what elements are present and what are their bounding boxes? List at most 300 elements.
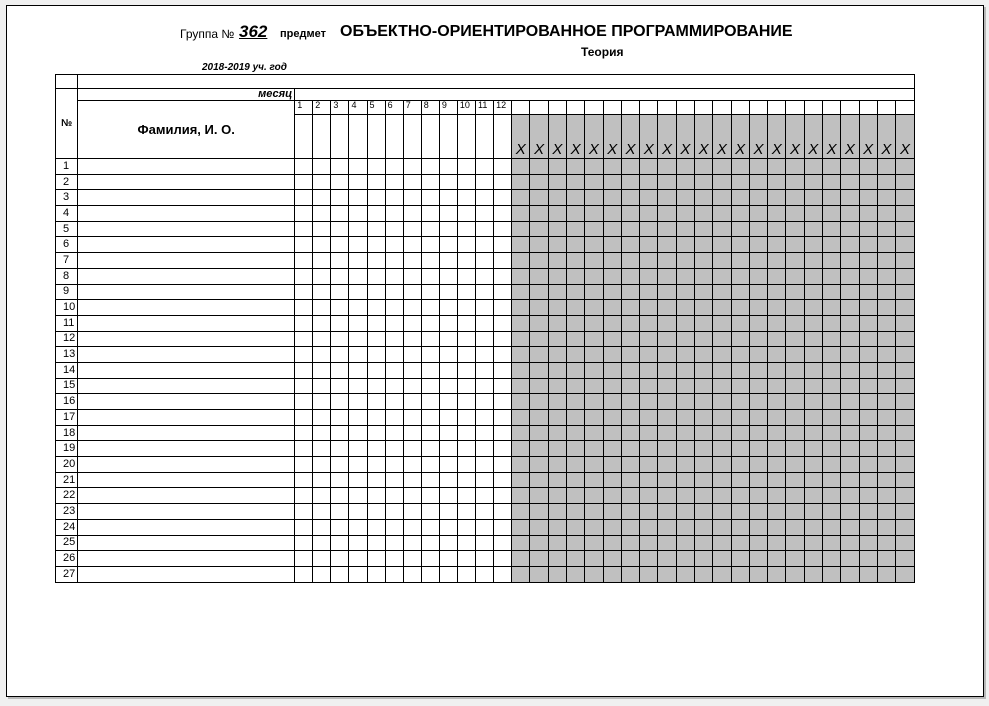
mark-cell[interactable] bbox=[476, 253, 494, 269]
mark-cell[interactable] bbox=[349, 206, 367, 222]
mark-cell[interactable] bbox=[476, 190, 494, 206]
mark-cell[interactable] bbox=[457, 253, 475, 269]
mark-cell[interactable] bbox=[367, 566, 385, 582]
student-name-cell[interactable] bbox=[78, 362, 295, 378]
mark-cell[interactable] bbox=[403, 315, 421, 331]
mark-cell[interactable] bbox=[494, 566, 512, 582]
mark-cell[interactable] bbox=[403, 237, 421, 253]
mark-cell[interactable] bbox=[331, 315, 349, 331]
mark-cell[interactable] bbox=[313, 457, 331, 473]
mark-cell[interactable] bbox=[331, 253, 349, 269]
mark-cell[interactable] bbox=[421, 378, 439, 394]
mark-cell[interactable] bbox=[494, 488, 512, 504]
mark-cell[interactable] bbox=[421, 535, 439, 551]
mark-cell[interactable] bbox=[331, 488, 349, 504]
date-entry-cell[interactable] bbox=[367, 115, 385, 159]
mark-cell[interactable] bbox=[385, 237, 403, 253]
mark-cell[interactable] bbox=[439, 362, 457, 378]
mark-cell[interactable] bbox=[403, 284, 421, 300]
mark-cell[interactable] bbox=[421, 410, 439, 426]
mark-cell[interactable] bbox=[476, 206, 494, 222]
mark-cell[interactable] bbox=[476, 378, 494, 394]
mark-cell[interactable] bbox=[349, 221, 367, 237]
mark-cell[interactable] bbox=[349, 535, 367, 551]
mark-cell[interactable] bbox=[385, 472, 403, 488]
mark-cell[interactable] bbox=[295, 174, 313, 190]
mark-cell[interactable] bbox=[385, 551, 403, 567]
mark-cell[interactable] bbox=[457, 441, 475, 457]
mark-cell[interactable] bbox=[367, 315, 385, 331]
mark-cell[interactable] bbox=[421, 347, 439, 363]
mark-cell[interactable] bbox=[313, 566, 331, 582]
student-name-cell[interactable] bbox=[78, 394, 295, 410]
mark-cell[interactable] bbox=[403, 378, 421, 394]
mark-cell[interactable] bbox=[313, 284, 331, 300]
mark-cell[interactable] bbox=[331, 457, 349, 473]
mark-cell[interactable] bbox=[403, 268, 421, 284]
mark-cell[interactable] bbox=[457, 472, 475, 488]
mark-cell[interactable] bbox=[331, 425, 349, 441]
mark-cell[interactable] bbox=[313, 206, 331, 222]
mark-cell[interactable] bbox=[313, 221, 331, 237]
student-name-cell[interactable] bbox=[78, 551, 295, 567]
mark-cell[interactable] bbox=[439, 159, 457, 175]
mark-cell[interactable] bbox=[403, 206, 421, 222]
mark-cell[interactable] bbox=[367, 535, 385, 551]
mark-cell[interactable] bbox=[313, 190, 331, 206]
mark-cell[interactable] bbox=[421, 206, 439, 222]
student-name-cell[interactable] bbox=[78, 159, 295, 175]
mark-cell[interactable] bbox=[313, 410, 331, 426]
mark-cell[interactable] bbox=[439, 300, 457, 316]
mark-cell[interactable] bbox=[331, 268, 349, 284]
mark-cell[interactable] bbox=[403, 441, 421, 457]
mark-cell[interactable] bbox=[457, 457, 475, 473]
mark-cell[interactable] bbox=[385, 221, 403, 237]
mark-cell[interactable] bbox=[385, 331, 403, 347]
mark-cell[interactable] bbox=[367, 362, 385, 378]
mark-cell[interactable] bbox=[313, 378, 331, 394]
mark-cell[interactable] bbox=[403, 535, 421, 551]
mark-cell[interactable] bbox=[421, 551, 439, 567]
mark-cell[interactable] bbox=[421, 315, 439, 331]
mark-cell[interactable] bbox=[457, 535, 475, 551]
mark-cell[interactable] bbox=[476, 300, 494, 316]
mark-cell[interactable] bbox=[494, 221, 512, 237]
mark-cell[interactable] bbox=[385, 174, 403, 190]
mark-cell[interactable] bbox=[457, 206, 475, 222]
mark-cell[interactable] bbox=[331, 410, 349, 426]
mark-cell[interactable] bbox=[403, 362, 421, 378]
mark-cell[interactable] bbox=[494, 394, 512, 410]
mark-cell[interactable] bbox=[313, 394, 331, 410]
mark-cell[interactable] bbox=[403, 519, 421, 535]
mark-cell[interactable] bbox=[313, 347, 331, 363]
mark-cell[interactable] bbox=[313, 331, 331, 347]
mark-cell[interactable] bbox=[421, 425, 439, 441]
mark-cell[interactable] bbox=[494, 159, 512, 175]
mark-cell[interactable] bbox=[313, 488, 331, 504]
mark-cell[interactable] bbox=[494, 362, 512, 378]
mark-cell[interactable] bbox=[476, 315, 494, 331]
mark-cell[interactable] bbox=[331, 504, 349, 520]
mark-cell[interactable] bbox=[367, 441, 385, 457]
mark-cell[interactable] bbox=[385, 519, 403, 535]
mark-cell[interactable] bbox=[476, 425, 494, 441]
mark-cell[interactable] bbox=[331, 300, 349, 316]
mark-cell[interactable] bbox=[439, 206, 457, 222]
mark-cell[interactable] bbox=[385, 190, 403, 206]
mark-cell[interactable] bbox=[313, 253, 331, 269]
student-name-cell[interactable] bbox=[78, 488, 295, 504]
mark-cell[interactable] bbox=[331, 347, 349, 363]
mark-cell[interactable] bbox=[457, 347, 475, 363]
mark-cell[interactable] bbox=[295, 535, 313, 551]
mark-cell[interactable] bbox=[439, 174, 457, 190]
mark-cell[interactable] bbox=[457, 284, 475, 300]
mark-cell[interactable] bbox=[295, 362, 313, 378]
mark-cell[interactable] bbox=[494, 174, 512, 190]
mark-cell[interactable] bbox=[403, 159, 421, 175]
mark-cell[interactable] bbox=[295, 300, 313, 316]
mark-cell[interactable] bbox=[367, 504, 385, 520]
mark-cell[interactable] bbox=[457, 488, 475, 504]
mark-cell[interactable] bbox=[349, 159, 367, 175]
mark-cell[interactable] bbox=[439, 441, 457, 457]
date-entry-cell[interactable] bbox=[385, 115, 403, 159]
mark-cell[interactable] bbox=[457, 566, 475, 582]
mark-cell[interactable] bbox=[457, 394, 475, 410]
mark-cell[interactable] bbox=[457, 174, 475, 190]
mark-cell[interactable] bbox=[295, 253, 313, 269]
mark-cell[interactable] bbox=[295, 221, 313, 237]
mark-cell[interactable] bbox=[385, 362, 403, 378]
mark-cell[interactable] bbox=[349, 504, 367, 520]
mark-cell[interactable] bbox=[295, 488, 313, 504]
mark-cell[interactable] bbox=[367, 159, 385, 175]
mark-cell[interactable] bbox=[476, 410, 494, 426]
student-name-cell[interactable] bbox=[78, 410, 295, 426]
mark-cell[interactable] bbox=[403, 504, 421, 520]
mark-cell[interactable] bbox=[313, 174, 331, 190]
mark-cell[interactable] bbox=[494, 190, 512, 206]
mark-cell[interactable] bbox=[457, 315, 475, 331]
date-entry-cell[interactable] bbox=[403, 115, 421, 159]
mark-cell[interactable] bbox=[421, 284, 439, 300]
mark-cell[interactable] bbox=[439, 410, 457, 426]
mark-cell[interactable] bbox=[385, 504, 403, 520]
mark-cell[interactable] bbox=[421, 472, 439, 488]
mark-cell[interactable] bbox=[367, 410, 385, 426]
mark-cell[interactable] bbox=[421, 394, 439, 410]
student-name-cell[interactable] bbox=[78, 519, 295, 535]
mark-cell[interactable] bbox=[476, 535, 494, 551]
mark-cell[interactable] bbox=[367, 519, 385, 535]
mark-cell[interactable] bbox=[349, 315, 367, 331]
mark-cell[interactable] bbox=[349, 441, 367, 457]
mark-cell[interactable] bbox=[349, 237, 367, 253]
mark-cell[interactable] bbox=[494, 315, 512, 331]
mark-cell[interactable] bbox=[457, 519, 475, 535]
mark-cell[interactable] bbox=[295, 331, 313, 347]
mark-cell[interactable] bbox=[457, 159, 475, 175]
mark-cell[interactable] bbox=[421, 159, 439, 175]
mark-cell[interactable] bbox=[313, 441, 331, 457]
mark-cell[interactable] bbox=[331, 331, 349, 347]
mark-cell[interactable] bbox=[439, 284, 457, 300]
mark-cell[interactable] bbox=[476, 441, 494, 457]
mark-cell[interactable] bbox=[439, 566, 457, 582]
mark-cell[interactable] bbox=[295, 566, 313, 582]
mark-cell[interactable] bbox=[403, 331, 421, 347]
mark-cell[interactable] bbox=[494, 253, 512, 269]
mark-cell[interactable] bbox=[385, 253, 403, 269]
mark-cell[interactable] bbox=[367, 206, 385, 222]
mark-cell[interactable] bbox=[439, 504, 457, 520]
mark-cell[interactable] bbox=[457, 237, 475, 253]
mark-cell[interactable] bbox=[385, 268, 403, 284]
date-entry-cell[interactable] bbox=[331, 115, 349, 159]
mark-cell[interactable] bbox=[421, 237, 439, 253]
mark-cell[interactable] bbox=[331, 237, 349, 253]
mark-cell[interactable] bbox=[476, 347, 494, 363]
mark-cell[interactable] bbox=[313, 315, 331, 331]
mark-cell[interactable] bbox=[476, 504, 494, 520]
mark-cell[interactable] bbox=[349, 347, 367, 363]
mark-cell[interactable] bbox=[295, 410, 313, 426]
mark-cell[interactable] bbox=[476, 488, 494, 504]
mark-cell[interactable] bbox=[421, 268, 439, 284]
mark-cell[interactable] bbox=[331, 284, 349, 300]
student-name-cell[interactable] bbox=[78, 566, 295, 582]
mark-cell[interactable] bbox=[421, 362, 439, 378]
mark-cell[interactable] bbox=[403, 457, 421, 473]
mark-cell[interactable] bbox=[349, 362, 367, 378]
student-name-cell[interactable] bbox=[78, 253, 295, 269]
mark-cell[interactable] bbox=[457, 331, 475, 347]
mark-cell[interactable] bbox=[367, 394, 385, 410]
mark-cell[interactable] bbox=[457, 300, 475, 316]
mark-cell[interactable] bbox=[313, 300, 331, 316]
mark-cell[interactable] bbox=[439, 237, 457, 253]
mark-cell[interactable] bbox=[457, 504, 475, 520]
mark-cell[interactable] bbox=[439, 551, 457, 567]
date-entry-cell[interactable] bbox=[313, 115, 331, 159]
mark-cell[interactable] bbox=[457, 410, 475, 426]
mark-cell[interactable] bbox=[457, 190, 475, 206]
student-name-cell[interactable] bbox=[78, 174, 295, 190]
student-name-cell[interactable] bbox=[78, 535, 295, 551]
mark-cell[interactable] bbox=[494, 425, 512, 441]
mark-cell[interactable] bbox=[331, 441, 349, 457]
mark-cell[interactable] bbox=[494, 347, 512, 363]
mark-cell[interactable] bbox=[439, 347, 457, 363]
mark-cell[interactable] bbox=[385, 315, 403, 331]
mark-cell[interactable] bbox=[313, 268, 331, 284]
mark-cell[interactable] bbox=[457, 425, 475, 441]
mark-cell[interactable] bbox=[385, 441, 403, 457]
mark-cell[interactable] bbox=[439, 472, 457, 488]
mark-cell[interactable] bbox=[476, 566, 494, 582]
mark-cell[interactable] bbox=[476, 284, 494, 300]
mark-cell[interactable] bbox=[403, 472, 421, 488]
mark-cell[interactable] bbox=[349, 519, 367, 535]
mark-cell[interactable] bbox=[349, 488, 367, 504]
mark-cell[interactable] bbox=[367, 253, 385, 269]
mark-cell[interactable] bbox=[494, 284, 512, 300]
student-name-cell[interactable] bbox=[78, 504, 295, 520]
mark-cell[interactable] bbox=[385, 425, 403, 441]
mark-cell[interactable] bbox=[313, 159, 331, 175]
mark-cell[interactable] bbox=[457, 268, 475, 284]
mark-cell[interactable] bbox=[295, 472, 313, 488]
student-name-cell[interactable] bbox=[78, 284, 295, 300]
mark-cell[interactable] bbox=[439, 425, 457, 441]
mark-cell[interactable] bbox=[385, 347, 403, 363]
mark-cell[interactable] bbox=[367, 190, 385, 206]
mark-cell[interactable] bbox=[349, 174, 367, 190]
mark-cell[interactable] bbox=[403, 190, 421, 206]
mark-cell[interactable] bbox=[349, 378, 367, 394]
mark-cell[interactable] bbox=[457, 221, 475, 237]
mark-cell[interactable] bbox=[439, 457, 457, 473]
mark-cell[interactable] bbox=[494, 441, 512, 457]
mark-cell[interactable] bbox=[439, 268, 457, 284]
mark-cell[interactable] bbox=[439, 519, 457, 535]
mark-cell[interactable] bbox=[385, 300, 403, 316]
mark-cell[interactable] bbox=[439, 394, 457, 410]
mark-cell[interactable] bbox=[313, 551, 331, 567]
mark-cell[interactable] bbox=[349, 566, 367, 582]
mark-cell[interactable] bbox=[439, 378, 457, 394]
mark-cell[interactable] bbox=[476, 472, 494, 488]
date-entry-cell[interactable] bbox=[295, 115, 313, 159]
date-entry-cell[interactable] bbox=[457, 115, 475, 159]
student-name-cell[interactable] bbox=[78, 472, 295, 488]
mark-cell[interactable] bbox=[439, 221, 457, 237]
mark-cell[interactable] bbox=[385, 410, 403, 426]
date-entry-cell[interactable] bbox=[494, 115, 512, 159]
mark-cell[interactable] bbox=[494, 268, 512, 284]
mark-cell[interactable] bbox=[385, 284, 403, 300]
mark-cell[interactable] bbox=[385, 378, 403, 394]
mark-cell[interactable] bbox=[439, 253, 457, 269]
date-entry-cell[interactable] bbox=[349, 115, 367, 159]
mark-cell[interactable] bbox=[295, 315, 313, 331]
mark-cell[interactable] bbox=[295, 190, 313, 206]
mark-cell[interactable] bbox=[476, 268, 494, 284]
mark-cell[interactable] bbox=[403, 410, 421, 426]
mark-cell[interactable] bbox=[403, 253, 421, 269]
mark-cell[interactable] bbox=[349, 457, 367, 473]
mark-cell[interactable] bbox=[494, 519, 512, 535]
mark-cell[interactable] bbox=[367, 472, 385, 488]
mark-cell[interactable] bbox=[367, 300, 385, 316]
mark-cell[interactable] bbox=[476, 457, 494, 473]
student-name-cell[interactable] bbox=[78, 315, 295, 331]
mark-cell[interactable] bbox=[367, 425, 385, 441]
mark-cell[interactable] bbox=[349, 253, 367, 269]
mark-cell[interactable] bbox=[476, 362, 494, 378]
mark-cell[interactable] bbox=[331, 551, 349, 567]
mark-cell[interactable] bbox=[331, 378, 349, 394]
mark-cell[interactable] bbox=[331, 190, 349, 206]
mark-cell[interactable] bbox=[494, 300, 512, 316]
mark-cell[interactable] bbox=[403, 394, 421, 410]
mark-cell[interactable] bbox=[349, 190, 367, 206]
mark-cell[interactable] bbox=[349, 268, 367, 284]
mark-cell[interactable] bbox=[331, 394, 349, 410]
mark-cell[interactable] bbox=[403, 300, 421, 316]
mark-cell[interactable] bbox=[349, 410, 367, 426]
mark-cell[interactable] bbox=[421, 300, 439, 316]
student-name-cell[interactable] bbox=[78, 206, 295, 222]
mark-cell[interactable] bbox=[494, 504, 512, 520]
mark-cell[interactable] bbox=[385, 457, 403, 473]
mark-cell[interactable] bbox=[295, 268, 313, 284]
mark-cell[interactable] bbox=[476, 331, 494, 347]
mark-cell[interactable] bbox=[421, 504, 439, 520]
mark-cell[interactable] bbox=[421, 253, 439, 269]
mark-cell[interactable] bbox=[494, 410, 512, 426]
mark-cell[interactable] bbox=[439, 535, 457, 551]
mark-cell[interactable] bbox=[313, 472, 331, 488]
mark-cell[interactable] bbox=[367, 268, 385, 284]
student-name-cell[interactable] bbox=[78, 347, 295, 363]
mark-cell[interactable] bbox=[349, 551, 367, 567]
mark-cell[interactable] bbox=[349, 284, 367, 300]
mark-cell[interactable] bbox=[331, 472, 349, 488]
mark-cell[interactable] bbox=[367, 551, 385, 567]
mark-cell[interactable] bbox=[313, 519, 331, 535]
mark-cell[interactable] bbox=[331, 174, 349, 190]
mark-cell[interactable] bbox=[439, 315, 457, 331]
mark-cell[interactable] bbox=[295, 504, 313, 520]
mark-cell[interactable] bbox=[457, 551, 475, 567]
mark-cell[interactable] bbox=[331, 566, 349, 582]
mark-cell[interactable] bbox=[295, 457, 313, 473]
mark-cell[interactable] bbox=[439, 190, 457, 206]
mark-cell[interactable] bbox=[295, 237, 313, 253]
mark-cell[interactable] bbox=[367, 488, 385, 504]
mark-cell[interactable] bbox=[494, 457, 512, 473]
mark-cell[interactable] bbox=[385, 206, 403, 222]
mark-cell[interactable] bbox=[476, 221, 494, 237]
mark-cell[interactable] bbox=[313, 535, 331, 551]
mark-cell[interactable] bbox=[421, 190, 439, 206]
mark-cell[interactable] bbox=[313, 425, 331, 441]
student-name-cell[interactable] bbox=[78, 221, 295, 237]
mark-cell[interactable] bbox=[295, 425, 313, 441]
mark-cell[interactable] bbox=[403, 425, 421, 441]
mark-cell[interactable] bbox=[421, 221, 439, 237]
mark-cell[interactable] bbox=[295, 159, 313, 175]
student-name-cell[interactable] bbox=[78, 425, 295, 441]
mark-cell[interactable] bbox=[295, 441, 313, 457]
mark-cell[interactable] bbox=[421, 519, 439, 535]
mark-cell[interactable] bbox=[385, 566, 403, 582]
mark-cell[interactable] bbox=[494, 472, 512, 488]
mark-cell[interactable] bbox=[367, 174, 385, 190]
mark-cell[interactable] bbox=[476, 237, 494, 253]
student-name-cell[interactable] bbox=[78, 457, 295, 473]
mark-cell[interactable] bbox=[421, 488, 439, 504]
mark-cell[interactable] bbox=[385, 394, 403, 410]
mark-cell[interactable] bbox=[367, 237, 385, 253]
mark-cell[interactable] bbox=[349, 394, 367, 410]
student-name-cell[interactable] bbox=[78, 268, 295, 284]
mark-cell[interactable] bbox=[367, 284, 385, 300]
